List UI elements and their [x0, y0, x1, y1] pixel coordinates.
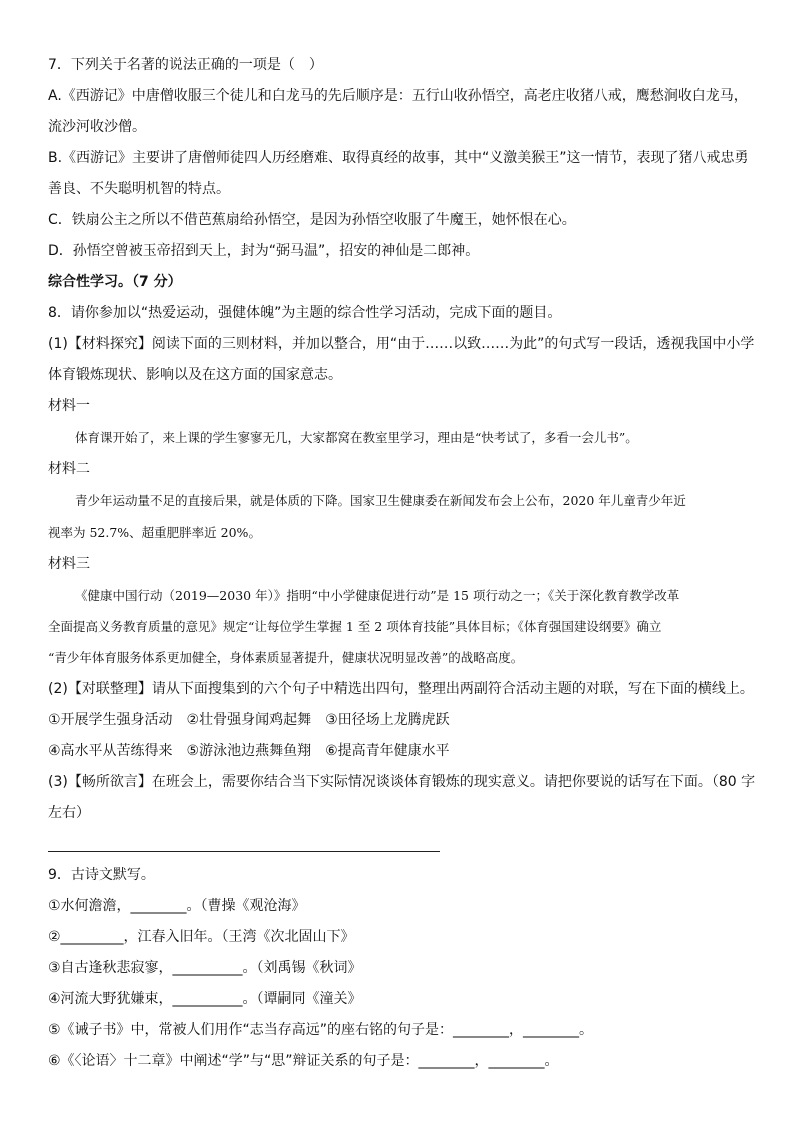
question-8-part2: (2)【对联整理】请从下面搜集到的六个句子中精选出四句，整理出两副符合活动主题的对联，写在下面的横线上。 — [48, 681, 754, 697]
material-3-text-line2: 全面提高义务教育质量的意见》规定“让每位学生掌握 1 至 2 项体育技能”具体目标；《体育强国建设纲要》确立 — [48, 619, 662, 634]
material-3-text-line1: 《健康中国行动（2019—2030 年）》指明“中小学健康促进行动”是 15 项行动之一；《关于深化教育教学改革 — [75, 588, 680, 603]
question-8-part1-line1: (1)【材料探究】阅读下面的三则材料，并加以整合，用“由于……以致……为此”的句式写一段话，透视我国中小学 — [48, 336, 755, 352]
question-8-part3-line2: 左右） — [48, 805, 90, 821]
material-1-label: 材料一 — [48, 398, 90, 414]
material-3-label: 材料三 — [48, 556, 90, 572]
question-7-stem: 7．下列关于名著的说法正确的一项是（ ） — [48, 57, 323, 73]
section-heading: 综合性学习。（7 分） — [48, 274, 182, 290]
question-9-stem: 9．古诗文默写。 — [48, 867, 155, 883]
question-7-option-c: C．铁扇公主之所以不借芭蕉扇给孙悟空，是因为孙悟空收服了牛魔王，她怀恨在心。 — [48, 212, 576, 228]
couplet-sentences-row2: ④高水平从苦练得来 ⑤游泳池边燕舞鱼翔 ⑥提高青年健康水平 — [48, 743, 450, 759]
material-3-text-line3: “青少年体育服务体系更加健全，身体素质显著提升，健康状况明显改善”的战略高度。 — [48, 650, 524, 665]
question-7-option-d: D．孙悟空曾被玉帝招到天上，封为“弼马温”，招安的神仙是二郎神。 — [48, 243, 480, 259]
material-2-text-line1: 青少年运动量不足的直接后果，就是体质的下降。国家卫生健康委在新闻发布会上公布，2020 年儿童青少年近 — [75, 493, 686, 508]
question-8-stem: 8．请你参加以“热爱运动，强健体魄”为主题的综合性学习活动，完成下面的题目。 — [48, 305, 562, 321]
dictation-item-4: ④河流大野犹嫌束，__________。（谭嗣同《潼关》 — [48, 991, 362, 1007]
question-8-part3-line1: (3)【畅所欲言】在班会上，需要你结合当下实际情况谈谈体育锻炼的现实意义。请把你要说的话写在下面。（80 字 — [48, 774, 756, 790]
dictation-item-1: ①水何澹澹，________。（曹操《观沧海》 — [48, 898, 306, 914]
dictation-item-2: ②_________，江春入旧年。（王湾《次北固山下》 — [48, 929, 355, 945]
material-1-text: 体育课开始了，来上课的学生寥寥无几，大家都窝在教室里学习，理由是“快考试了，多看一会儿书”。 — [75, 430, 638, 445]
couplet-sentences-row1: ①开展学生强身活动 ②壮骨强身闻鸡起舞 ③田径场上龙腾虎跃 — [48, 712, 450, 728]
dictation-item-5: ⑤《诫子书》中，常被人们用作“志当存高远”的座右铭的句子是：________，________。 — [48, 1022, 594, 1038]
question-7-option-a-line1: A.《西游记》中唐僧收服三个徒儿和白龙马的先后顺序是：五行山收孙悟空，高老庄收猪八戒，鹰愁涧收白龙马， — [48, 88, 748, 104]
dictation-item-3: ③自古逢秋悲寂寥，__________。（刘禹锡《秋词》 — [48, 960, 362, 976]
answer-line — [48, 851, 440, 852]
question-7-option-a-line2: 流沙河收沙僧。 — [48, 119, 146, 135]
material-2-text-line2: 视率为 52.7%、超重肥胖率近 20%。 — [48, 525, 261, 540]
question-7-option-b-line2: 善良、不失聪明机智的特点。 — [48, 181, 230, 197]
dictation-item-6: ⑥《〈论语〉十二章》中阐述“学”与“思”辩证关系的句子是：________，________。 — [48, 1053, 559, 1069]
material-2-label: 材料二 — [48, 461, 90, 477]
question-7-option-b-line1: B.《西游记》主要讲了唐僧师徒四人历经磨难、取得真经的故事，其中“义激美猴王”这一情节，表现了猪八戒忠勇 — [48, 150, 749, 166]
question-8-part1-line2: 体育锻炼现状、影响以及在这方面的国家意志。 — [48, 367, 342, 383]
